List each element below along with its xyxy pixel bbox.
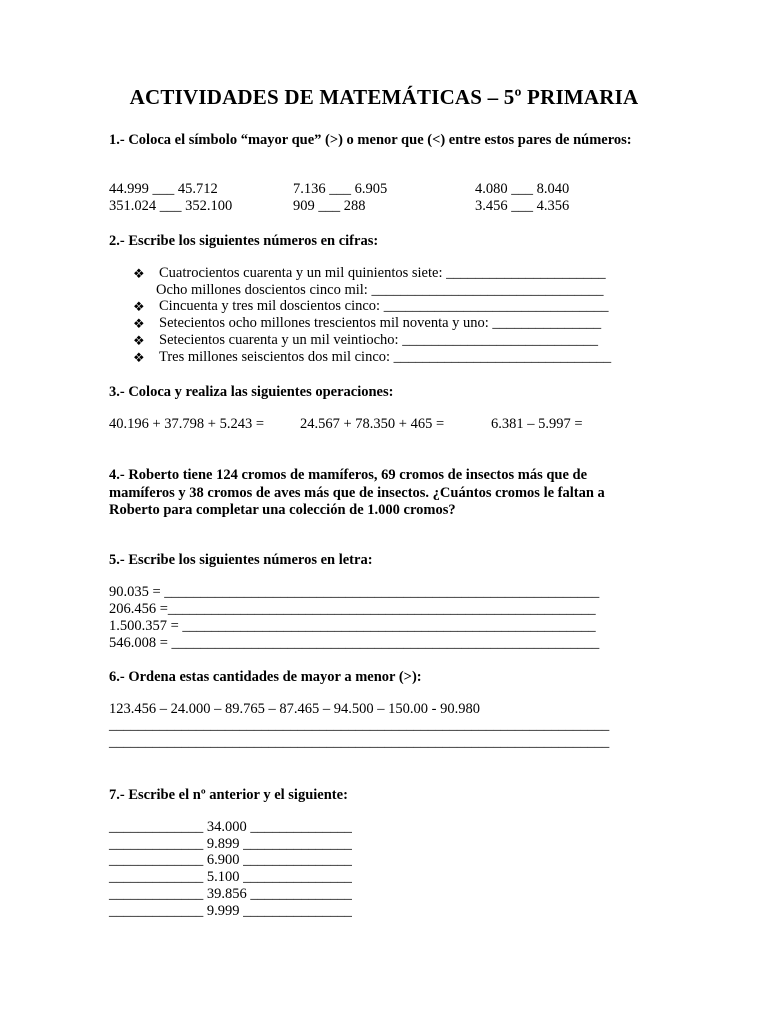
q1-heading: 1.- Coloca el símbolo “mayor que” (>) o menor que (<) entre estos pares de números:	[109, 132, 632, 148]
q1-pair-3: 4.080 ___ 8.040	[475, 181, 570, 197]
q3-operation-2: 24.567 + 78.350 + 465 =	[300, 416, 445, 432]
q7-heading: 7.- Escribe el nº anterior y el siguiente:	[109, 787, 348, 803]
q1-pair-1: 44.999 ___ 45.712	[109, 181, 218, 197]
q7-line-4: _____________ 5.100 _______________	[109, 869, 352, 885]
q4-line-2: mamíferos y 38 cromos de aves más que de insectos. ¿Cuántos cromos le faltan a	[109, 485, 605, 501]
bullet-icon: ❖	[133, 350, 145, 365]
q2-item-4: Setecientos ocho millones trescientos mil noventa y uno: _______________	[159, 315, 602, 331]
q1-pair-5: 909 ___ 288	[293, 198, 366, 214]
q6-answer-line-2: _____________________________________________________________________	[109, 734, 610, 750]
q7-line-5: _____________ 39.856 ______________	[109, 886, 352, 902]
q6-heading: 6.- Ordena estas cantidades de mayor a menor (>):	[109, 669, 422, 685]
q7-line-2: _____________ 9.899 _______________	[109, 836, 352, 852]
bullet-icon: ❖	[133, 316, 145, 331]
bullet-icon: ❖	[133, 299, 145, 314]
q5-line-1: 90.035 = ____________________________________________________________	[109, 584, 600, 600]
q2-item-6: Tres millones seiscientos dos mil cinco: ______________________________	[159, 349, 612, 365]
q6-answer-line-1: _____________________________________________________________________	[109, 717, 610, 733]
q2-heading: 2.- Escribe los siguientes números en cifras:	[109, 233, 379, 249]
q7-line-6: _____________ 9.999 _______________	[109, 903, 352, 919]
q5-heading: 5.- Escribe los siguientes números en letra:	[109, 552, 373, 568]
q4-line-3: Roberto para completar una colección de 1.000 cromos?	[109, 502, 456, 518]
q2-item-5: Setecientos cuarenta y un mil veintiocho: ___________________________	[159, 332, 598, 348]
q1-pair-2: 7.136 ___ 6.905	[293, 181, 388, 197]
q6-quantities: 123.456 – 24.000 – 89.765 – 87.465 – 94.500 – 150.00 - 90.980	[109, 701, 480, 717]
q5-line-4: 546.008 = ___________________________________________________________	[109, 635, 600, 651]
q5-line-3: 1.500.357 = _________________________________________________________	[109, 618, 596, 634]
q2-item-3: Cincuenta y tres mil doscientos cinco: _______________________________	[159, 298, 609, 314]
q4-line-1: 4.- Roberto tiene 124 cromos de mamíferos, 69 cromos de insectos más que de	[109, 467, 588, 483]
q7-line-3: _____________ 6.900 _______________	[109, 852, 352, 868]
q7-line-1: _____________ 34.000 ______________	[109, 819, 352, 835]
q1-pair-4: 351.024 ___ 352.100	[109, 198, 233, 214]
q2-item-2: Ocho millones doscientos cinco mil: ________________________________	[156, 282, 604, 298]
bullet-icon: ❖	[133, 266, 145, 281]
q3-heading: 3.- Coloca y realiza las siguientes operaciones:	[109, 384, 394, 400]
q2-item-1: Cuatrocientos cuarenta y un mil quinientos siete: ______________________	[159, 265, 606, 281]
page-title: ACTIVIDADES DE MATEMÁTICAS – 5º PRIMARIA	[129, 85, 639, 109]
bullet-icon: ❖	[133, 333, 145, 348]
q3-operation-3: 6.381 – 5.997 =	[491, 416, 583, 432]
q3-operation-1: 40.196 + 37.798 + 5.243 =	[109, 416, 265, 432]
q5-line-2: 206.456 =___________________________________________________________	[109, 601, 596, 617]
q1-pair-6: 3.456 ___ 4.356	[475, 198, 570, 214]
